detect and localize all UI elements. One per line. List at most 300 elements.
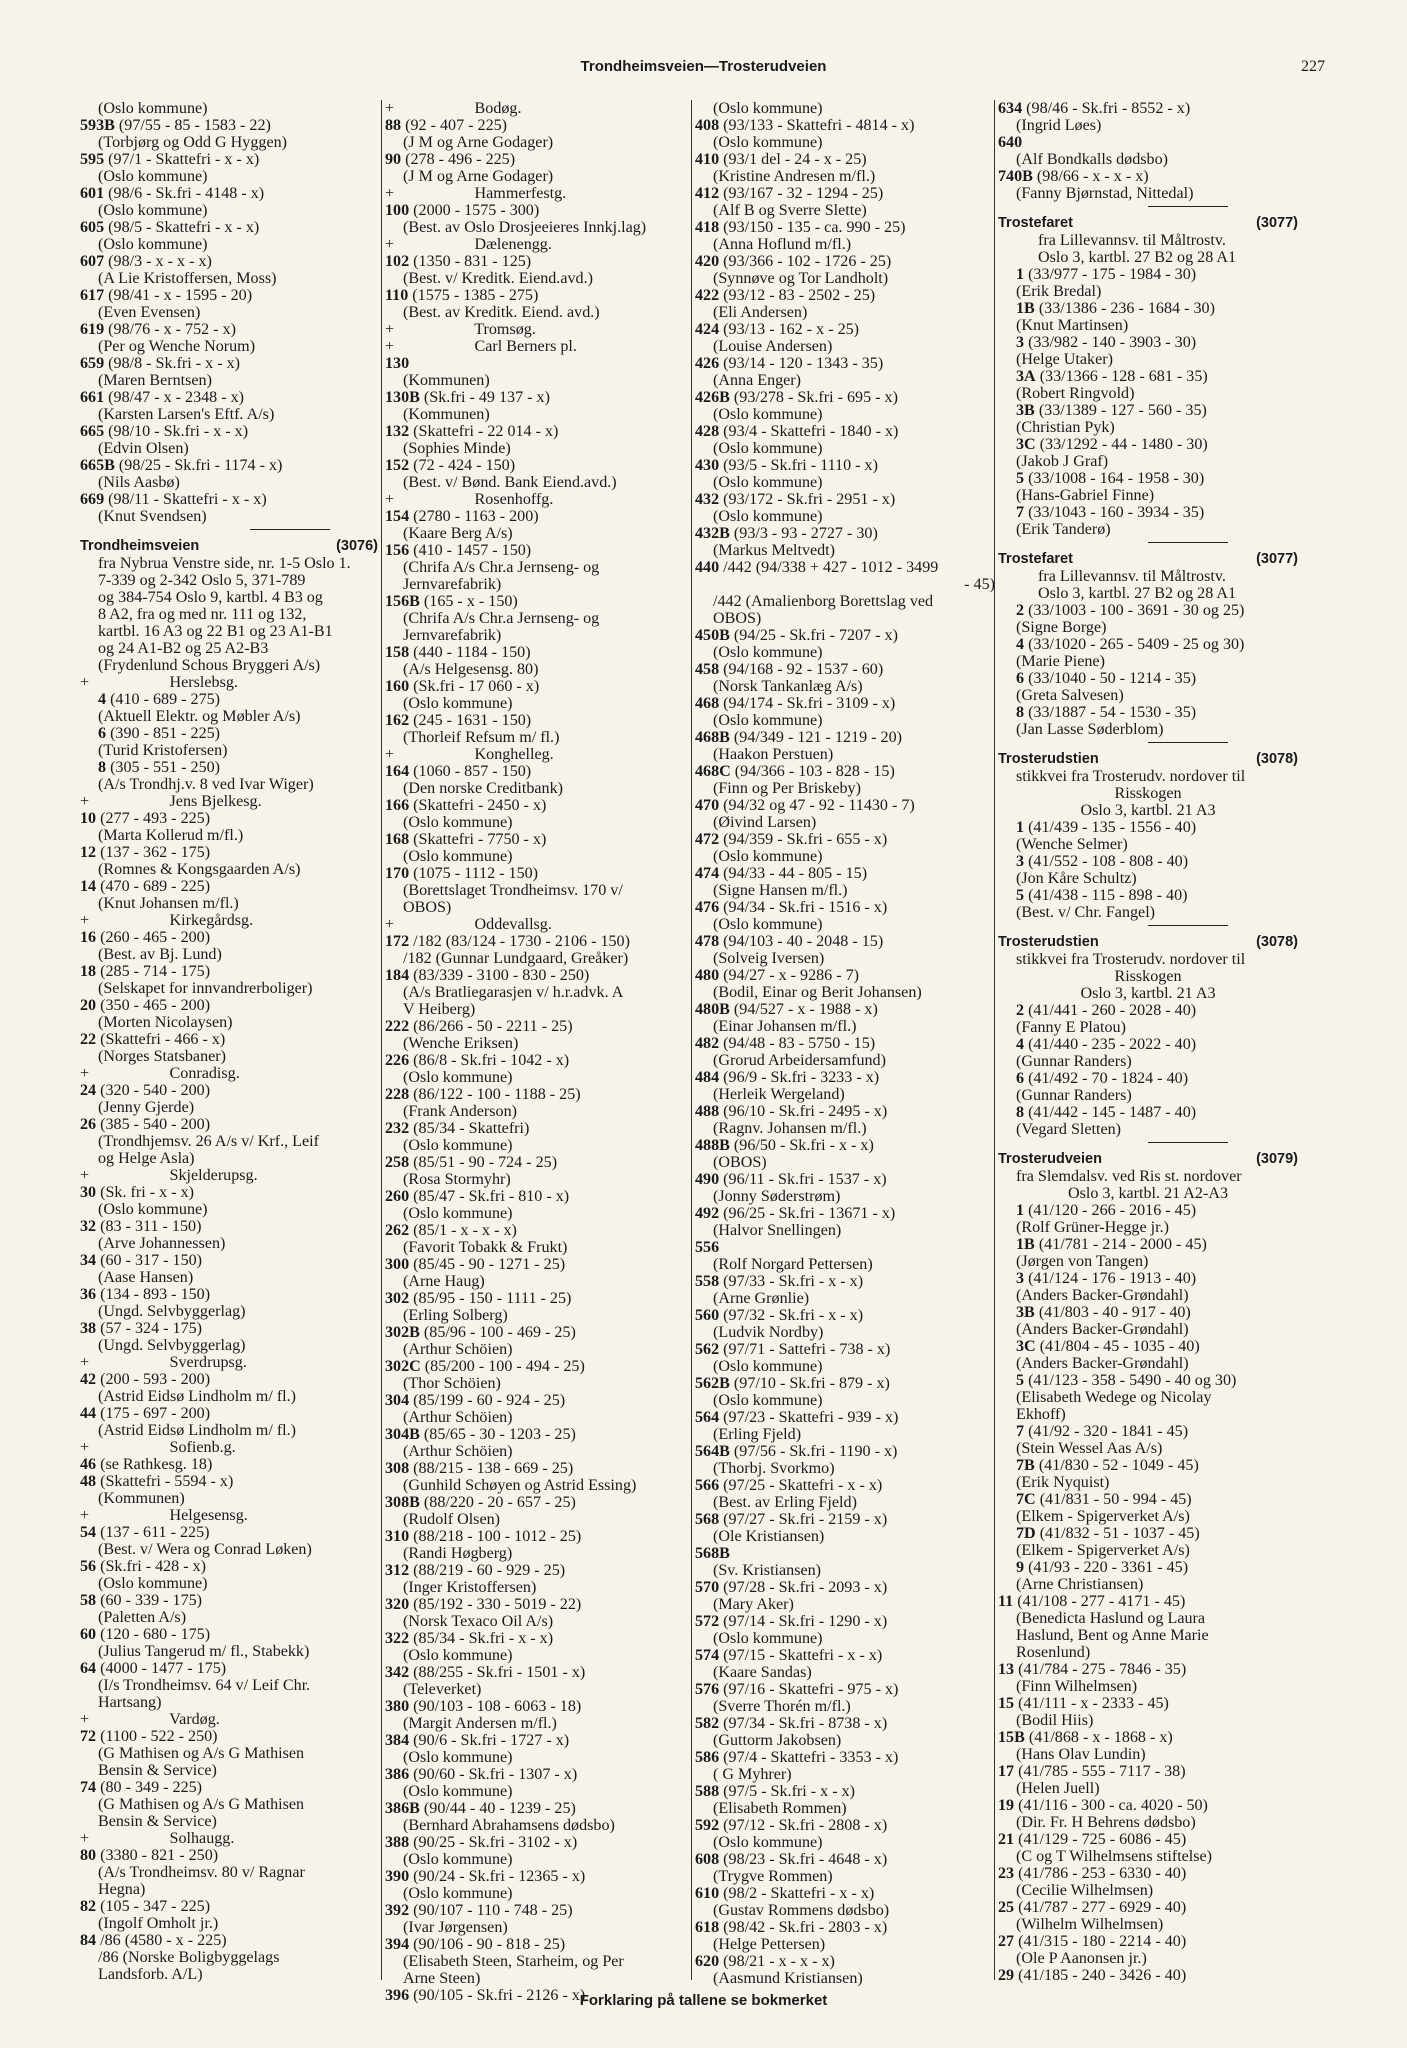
entry-text: + Dælenengg. bbox=[385, 236, 552, 253]
entry-detail bbox=[998, 185, 1298, 202]
entry-text: (Oslo kommune) bbox=[713, 508, 823, 525]
entry-detail bbox=[695, 576, 995, 593]
entry-detail bbox=[695, 372, 995, 389]
entry-text: (33/982 - 140 - 3903 - 30) bbox=[1024, 334, 1197, 351]
entry-text: (440 - 1184 - 150) bbox=[409, 644, 531, 661]
property-entry bbox=[695, 1001, 995, 1018]
property-entry bbox=[695, 967, 995, 984]
house-number: 132 bbox=[385, 423, 410, 440]
entry-text: (33/1887 - 54 - 1530 - 35) bbox=[1024, 704, 1197, 721]
entry-text: (Jonny Søderstrøm) bbox=[713, 1188, 841, 1205]
entry-text: (Kaare Berg A/s) bbox=[403, 525, 513, 542]
entry-detail bbox=[385, 1970, 692, 1987]
entry-text: (Oslo kommune) bbox=[713, 406, 823, 423]
entry-detail bbox=[998, 585, 1298, 602]
entry-text: (83 - 311 - 150) bbox=[96, 1218, 202, 1235]
entry-detail bbox=[998, 1474, 1298, 1491]
entry-text: (Best. av Oslo Drosjeeieres Innkj.lag) bbox=[403, 219, 647, 236]
entry-detail bbox=[695, 1698, 995, 1715]
entry-text: Hartsang) bbox=[98, 1694, 162, 1711]
house-number: 482 bbox=[695, 1035, 720, 1052]
property-entry bbox=[695, 831, 995, 848]
entry-detail bbox=[385, 321, 692, 338]
property-entry bbox=[80, 1847, 378, 1864]
entry-text: (88/219 - 60 - 929 - 25) bbox=[409, 1562, 566, 1579]
property-entry bbox=[385, 508, 692, 525]
entry-text: Oslo 3, kartbl. 21 A3 bbox=[1080, 802, 1216, 819]
entry-text: (41/108 - 277 - 4171 - 45) bbox=[1013, 1593, 1186, 1610]
house-number: 669 bbox=[80, 491, 105, 508]
section-divider bbox=[1148, 542, 1228, 543]
house-number: 156B bbox=[385, 593, 420, 610]
entry-text: (278 - 496 - 225) bbox=[401, 151, 516, 168]
property-entry bbox=[998, 1525, 1298, 1542]
property-entry bbox=[695, 1545, 995, 1562]
entry-detail bbox=[385, 525, 692, 542]
entry-detail bbox=[695, 1392, 995, 1409]
street-name: Trosterudstien bbox=[998, 934, 1099, 950]
house-number: 426B bbox=[695, 389, 730, 406]
entry-text: (93/4 - Skattefri - 1840 - x) bbox=[719, 423, 899, 440]
property-entry bbox=[695, 1885, 995, 1902]
column-1 bbox=[80, 100, 378, 1983]
entry-detail bbox=[695, 848, 995, 865]
entry-detail bbox=[998, 283, 1298, 300]
entry-text: (Favorit Tobakk & Frukt) bbox=[403, 1239, 568, 1256]
entry-text: (Edvin Olsen) bbox=[98, 440, 189, 457]
house-number: 390 bbox=[385, 1868, 410, 1885]
entry-detail bbox=[385, 1783, 692, 1800]
house-number: 172 bbox=[385, 933, 410, 950]
house-number: 90 bbox=[385, 151, 402, 168]
entry-text: (Jørgen von Tangen) bbox=[1016, 1253, 1149, 1270]
property-entry bbox=[998, 1423, 1298, 1440]
entry-text: (92 - 407 - 225) bbox=[401, 117, 508, 134]
entry-detail bbox=[385, 168, 692, 185]
entry-detail bbox=[80, 1269, 378, 1286]
entry-text: (41/440 - 235 - 2022 - 40) bbox=[1024, 1036, 1197, 1053]
house-number: 1B bbox=[1016, 300, 1035, 317]
entry-text: (97/10 - Sk.fri - 879 - x) bbox=[729, 1375, 890, 1392]
property-entry bbox=[998, 1661, 1298, 1678]
house-number: 566 bbox=[695, 1477, 720, 1494]
property-entry bbox=[695, 1783, 995, 1800]
property-entry bbox=[80, 1524, 378, 1541]
entry-detail bbox=[385, 1341, 692, 1358]
house-number: 474 bbox=[695, 865, 720, 882]
property-entry bbox=[998, 266, 1298, 283]
entry-text: (41/868 - x - 1868 - x) bbox=[1024, 1729, 1173, 1746]
entry-text: (33/1366 - 128 - 681 - 35) bbox=[1035, 368, 1208, 385]
house-number: 17 bbox=[998, 1763, 1015, 1780]
entry-text: (Rosa Stormyhr) bbox=[403, 1171, 511, 1188]
entry-text: og Helge Asla) bbox=[98, 1150, 195, 1167]
entry-detail bbox=[695, 1868, 995, 1885]
entry-text: (Ivar Jørgensen) bbox=[403, 1919, 508, 1936]
entry-text: (85/51 - 90 - 724 - 25) bbox=[409, 1154, 558, 1171]
entry-text: (Oslo kommune) bbox=[713, 1358, 823, 1375]
house-number: 605 bbox=[80, 219, 105, 236]
entry-text: (G Mathisen og A/s G Mathisen bbox=[98, 1745, 305, 1762]
house-number: 5 bbox=[1016, 887, 1025, 904]
entry-text: (Elisabeth Rommen) bbox=[713, 1800, 847, 1817]
entry-detail bbox=[80, 1711, 378, 1728]
property-entry bbox=[695, 1341, 995, 1358]
entry-detail bbox=[80, 202, 378, 219]
property-entry bbox=[385, 1766, 692, 1783]
house-number: 74 bbox=[80, 1779, 97, 1796]
entry-detail bbox=[80, 134, 378, 151]
street-name: Trostefaret bbox=[998, 551, 1073, 567]
entry-text: (85/45 - 90 - 1271 - 25) bbox=[409, 1256, 566, 1273]
entry-text: (Fanny E Platou) bbox=[1016, 1019, 1126, 1036]
entry-text: (41/785 - 555 - 7117 - 38) bbox=[1014, 1763, 1186, 1780]
house-number: 412 bbox=[695, 185, 720, 202]
entry-text: (Guttorm Jakobsen) bbox=[713, 1732, 842, 1749]
house-number: 162 bbox=[385, 712, 410, 729]
entry-text: (Per og Wenche Norum) bbox=[98, 338, 256, 355]
entry-text: (85/95 - 150 - 1111 - 25) bbox=[409, 1290, 572, 1307]
entry-text: (I/s Trondheimsv. 64 v/ Leif Chr. bbox=[98, 1677, 311, 1694]
entry-text: (Best. v/ Kreditk. Eiend.avd.) bbox=[403, 270, 593, 287]
entry-detail bbox=[80, 372, 378, 389]
entry-text: (60 - 339 - 175) bbox=[96, 1592, 203, 1609]
entry-text: (Chrifa A/s Chr.a Jernseng- og bbox=[403, 559, 600, 576]
entry-text: (93/3 - 93 - 2727 - 30) bbox=[729, 525, 878, 542]
entry-text: (Karsten Larsen's Eftf. A/s) bbox=[98, 406, 275, 423]
property-entry bbox=[385, 1052, 692, 1069]
house-number: 64 bbox=[80, 1660, 97, 1677]
entry-text: (85/1 - x - x - x) bbox=[409, 1222, 517, 1239]
house-number: 34 bbox=[80, 1252, 97, 1269]
entry-detail bbox=[695, 270, 995, 287]
entry-text: (Rudolf Olsen) bbox=[403, 1511, 500, 1528]
entry-detail bbox=[385, 100, 692, 117]
property-entry bbox=[695, 627, 995, 644]
entry-text: (90/44 - 40 - 1239 - 25) bbox=[419, 1800, 576, 1817]
entry-text: (Synnøve og Tor Landholt) bbox=[713, 270, 889, 287]
property-entry bbox=[695, 1647, 995, 1664]
entry-text: og 384-754 Oslo 9, kartbl. 4 B3 og bbox=[98, 589, 323, 606]
entry-text: (Wilhelm Wilhelmsen) bbox=[1016, 1916, 1164, 1933]
house-number: 610 bbox=[695, 1885, 720, 1902]
entry-detail bbox=[998, 785, 1298, 802]
entry-text: (Televerket) bbox=[403, 1681, 482, 1698]
entry-detail bbox=[385, 576, 692, 593]
entry-detail bbox=[385, 236, 692, 253]
entry-text: (Oslo kommune) bbox=[403, 695, 513, 712]
entry-text: (Gustav Rommens dødsbo) bbox=[713, 1902, 890, 1919]
entry-detail bbox=[80, 776, 378, 793]
house-number: 102 bbox=[385, 253, 410, 270]
entry-detail bbox=[695, 1426, 995, 1443]
entry-text: (A/s Trondhj.v. 8 ved Ivar Wiger) bbox=[98, 776, 314, 793]
house-number: 7C bbox=[1016, 1491, 1036, 1508]
entry-text: (Rolf Grüner-Hegge jr.) bbox=[1016, 1219, 1169, 1236]
entry-text: (Gunhild Schøyen og Astrid Essing) bbox=[403, 1477, 637, 1494]
entry-detail bbox=[998, 1253, 1298, 1270]
property-entry bbox=[998, 1304, 1298, 1321]
entry-detail bbox=[80, 1439, 378, 1456]
property-entry bbox=[695, 1919, 995, 1936]
entry-detail bbox=[695, 1664, 995, 1681]
property-entry bbox=[998, 1104, 1298, 1121]
property-entry bbox=[80, 117, 378, 134]
entry-detail bbox=[998, 1882, 1298, 1899]
entry-text: + Skjelderupsg. bbox=[80, 1167, 258, 1184]
entry-text: (94/103 - 40 - 2048 - 15) bbox=[719, 933, 884, 950]
house-number: 258 bbox=[385, 1154, 410, 1171]
street-name: Trosterudveien bbox=[998, 1151, 1102, 1167]
entry-text: (se Rathkesg. 18) bbox=[96, 1456, 213, 1473]
entry-text: (Sk.fri - 428 - x) bbox=[96, 1558, 207, 1575]
entry-detail bbox=[385, 1953, 692, 1970]
house-number: 480B bbox=[695, 1001, 730, 1018]
entry-text: (97/56 - Sk.fri - 1190 - x) bbox=[729, 1443, 898, 1460]
entry-text: (94/366 - 103 - 828 - 15) bbox=[730, 763, 895, 780]
property-entry bbox=[385, 253, 692, 270]
property-entry bbox=[998, 1933, 1298, 1950]
entry-text: (Arve Johannessen) bbox=[98, 1235, 226, 1252]
entry-detail bbox=[695, 1324, 995, 1341]
house-number: 665 bbox=[80, 423, 105, 440]
entry-text: (Elkem - Spigerverket A/s) bbox=[1016, 1508, 1190, 1525]
property-entry bbox=[385, 1154, 692, 1171]
entry-detail bbox=[998, 1508, 1298, 1525]
entry-text: (Frydenlund Schous Bryggeri A/s) bbox=[98, 657, 321, 674]
street-code: (3077) bbox=[1256, 215, 1298, 231]
house-number: 16 bbox=[80, 929, 97, 946]
house-number: 480 bbox=[695, 967, 720, 984]
house-number: 30 bbox=[80, 1184, 97, 1201]
entry-text: (Oslo kommune) bbox=[403, 1749, 513, 1766]
property-entry bbox=[385, 1732, 692, 1749]
property-entry bbox=[80, 457, 378, 474]
entry-detail bbox=[385, 661, 692, 678]
entry-detail bbox=[998, 317, 1298, 334]
entry-text: (Sk.fri - 49 137 - x) bbox=[419, 389, 550, 406]
house-number: 25 bbox=[998, 1899, 1015, 1916]
entry-text: (105 - 347 - 225) bbox=[96, 1898, 211, 1915]
entry-detail bbox=[385, 270, 692, 287]
house-number: 592 bbox=[695, 1817, 720, 1834]
entry-detail bbox=[385, 610, 692, 627]
entry-text: (Knut Svendsen) bbox=[98, 508, 207, 525]
entry-text: (41/781 - 214 - 2000 - 45) bbox=[1034, 1236, 1207, 1253]
entry-detail bbox=[998, 1287, 1298, 1304]
entry-detail bbox=[385, 1749, 692, 1766]
property-entry bbox=[695, 1137, 995, 1154]
entry-text: (41/124 - 176 - 1913 - 40) bbox=[1024, 1270, 1197, 1287]
entry-text: (Best. av Kreditk. Eiend. avd.) bbox=[403, 304, 600, 321]
entry-text: (41/786 - 253 - 6330 - 40) bbox=[1014, 1865, 1187, 1882]
entry-detail bbox=[695, 1494, 995, 1511]
entry-detail bbox=[695, 610, 995, 627]
property-entry bbox=[998, 1729, 1298, 1746]
house-number: 468 bbox=[695, 695, 720, 712]
entry-text: (Skattefri - 7750 - x) bbox=[409, 831, 547, 848]
entry-detail bbox=[998, 1389, 1298, 1406]
entry-text: Ekhoff) bbox=[1016, 1406, 1066, 1423]
entry-text: (Marta Kollerud m/fl.) bbox=[98, 827, 244, 844]
entry-text: (260 - 465 - 200) bbox=[96, 929, 211, 946]
house-number: 408 bbox=[695, 117, 720, 134]
property-entry bbox=[695, 1715, 995, 1732]
entry-text: (Oslo kommune) bbox=[713, 134, 823, 151]
property-entry bbox=[80, 725, 378, 742]
entry-text: (33/1040 - 50 - 1214 - 35) bbox=[1024, 670, 1197, 687]
entry-text: (97/1 - Skattefri - x - x) bbox=[104, 151, 260, 168]
street-heading bbox=[998, 551, 1298, 568]
entry-text: Landsforb. A/L) bbox=[98, 1966, 203, 1983]
entry-text: (98/2 - Skattefri - x - x) bbox=[719, 1885, 875, 1902]
property-entry bbox=[695, 525, 995, 542]
property-entry bbox=[695, 219, 995, 236]
street-code: (3077) bbox=[1256, 551, 1298, 567]
house-number: 4 bbox=[1016, 1036, 1025, 1053]
entry-text: (98/41 - x - 1595 - 20) bbox=[104, 287, 253, 304]
property-entry bbox=[385, 1562, 692, 1579]
entry-text: (Skattefri - 2450 - x) bbox=[409, 797, 547, 814]
entry-detail bbox=[385, 1205, 692, 1222]
entry-text: (Sk. fri - x - x) bbox=[96, 1184, 194, 1201]
entry-detail bbox=[695, 950, 995, 967]
entry-text: (41/116 - 300 - ca. 4020 - 50) bbox=[1014, 1797, 1208, 1814]
entry-text: (Oslo kommune) bbox=[403, 1205, 513, 1222]
entry-text: (Best. v/ Bønd. Bank Eiend.avd.) bbox=[403, 474, 617, 491]
entry-text: (Maren Berntsen) bbox=[98, 372, 212, 389]
entry-text: (93/172 - Sk.fri - 2951 - x) bbox=[719, 491, 896, 508]
house-number: 488B bbox=[695, 1137, 730, 1154]
entry-text: (33/1003 - 100 - 3691 - 30 og 25) bbox=[1024, 602, 1245, 619]
entry-text: (Marie Piene) bbox=[1016, 653, 1105, 670]
entry-detail bbox=[80, 861, 378, 878]
property-entry bbox=[385, 1902, 692, 1919]
entry-text: (Bodil Hiis) bbox=[1016, 1712, 1094, 1729]
house-number: 6 bbox=[98, 725, 107, 742]
property-entry bbox=[695, 1953, 995, 1970]
entry-text: /442 (Amalienborg Borettslag ved bbox=[713, 593, 934, 610]
entry-detail bbox=[695, 1970, 995, 1987]
entry-text: (98/3 - x - x - x) bbox=[104, 253, 212, 270]
entry-text: (41/831 - 50 - 994 - 45) bbox=[1035, 1491, 1192, 1508]
street-code: (3076) bbox=[336, 538, 378, 554]
property-entry bbox=[695, 865, 995, 882]
entry-text: (86/266 - 50 - 2211 - 25) bbox=[409, 1018, 573, 1035]
entry-text: (93/150 - 135 - ca. 990 - 25) bbox=[719, 219, 906, 236]
house-number: 168 bbox=[385, 831, 410, 848]
entry-text: (Ole P Aanonsen jr.) bbox=[1016, 1950, 1147, 1967]
entry-detail bbox=[998, 1746, 1298, 1763]
entry-detail bbox=[80, 1490, 378, 1507]
entry-text: (Oslo kommune) bbox=[403, 1137, 513, 1154]
entry-text: (97/25 - Skattefri - x - x) bbox=[719, 1477, 883, 1494]
entry-text: (Jakob J Graf) bbox=[1016, 453, 1109, 470]
entry-text: (96/11 - Sk.fri - 1537 - x) bbox=[719, 1171, 887, 1188]
entry-text: (90/107 - 110 - 748 - 25) bbox=[409, 1902, 573, 1919]
property-entry bbox=[998, 1338, 1298, 1355]
entry-detail bbox=[385, 1919, 692, 1936]
entry-detail bbox=[385, 1715, 692, 1732]
entry-text: + Hammerfestg. bbox=[385, 185, 567, 202]
entry-text: (Best. v/ Chr. Fangel) bbox=[1016, 904, 1156, 921]
entry-detail bbox=[998, 1780, 1298, 1797]
entry-text: (41/803 - 40 - 917 - 40) bbox=[1034, 1304, 1191, 1321]
property-entry bbox=[998, 1763, 1298, 1780]
entry-text: (93/278 - Sk.fri - 695 - x) bbox=[729, 389, 898, 406]
entry-detail bbox=[695, 712, 995, 729]
entry-text: (120 - 680 - 175) bbox=[96, 1626, 211, 1643]
entry-text: (Torbjørg og Odd G Hyggen) bbox=[98, 134, 287, 151]
house-number: 222 bbox=[385, 1018, 410, 1035]
property-entry bbox=[695, 1817, 995, 1834]
house-number: 4 bbox=[1016, 636, 1025, 653]
entry-text: (Helen Juell) bbox=[1016, 1780, 1100, 1797]
entry-text: (Anders Backer-Grøndahl) bbox=[1016, 1355, 1189, 1372]
entry-text: (93/14 - 120 - 1343 - 35) bbox=[719, 355, 884, 372]
house-number: 300 bbox=[385, 1256, 410, 1273]
entry-text: (Ungd. Selvbyggerlag) bbox=[98, 1303, 246, 1320]
entry-detail bbox=[385, 882, 692, 899]
house-number: 312 bbox=[385, 1562, 410, 1579]
entry-detail bbox=[695, 814, 995, 831]
property-entry bbox=[385, 797, 692, 814]
entry-text: (33/977 - 175 - 1984 - 30) bbox=[1024, 266, 1197, 283]
entry-detail bbox=[385, 984, 692, 1001]
property-entry bbox=[80, 219, 378, 236]
entry-text: (Oslo kommune) bbox=[98, 236, 208, 253]
entry-text: (Oslo kommune) bbox=[713, 848, 823, 865]
entry-detail bbox=[998, 385, 1298, 402]
entry-detail bbox=[385, 1273, 692, 1290]
entry-text: (Astrid Eidsø Lindholm m/ fl.) bbox=[98, 1422, 297, 1439]
entry-text: (98/66 - x - x - x) bbox=[1032, 168, 1149, 185]
property-entry bbox=[695, 899, 995, 916]
property-entry bbox=[80, 423, 378, 440]
house-number: 3 bbox=[1016, 853, 1025, 870]
property-entry bbox=[695, 117, 995, 134]
entry-detail bbox=[998, 1087, 1298, 1104]
entry-detail bbox=[695, 1800, 995, 1817]
entry-text: (1350 - 831 - 125) bbox=[409, 253, 532, 270]
page-header: Trondheimsveien—Trosterudveien bbox=[580, 58, 827, 75]
entry-text: (Thor Schöien) bbox=[403, 1375, 501, 1392]
entry-text: Oslo 3, kartbl. 27 B2 og 28 A1 bbox=[1038, 249, 1237, 266]
property-entry bbox=[80, 1371, 378, 1388]
property-entry bbox=[695, 1307, 995, 1324]
house-number: 82 bbox=[80, 1898, 97, 1915]
entry-detail bbox=[80, 1235, 378, 1252]
house-number: 302B bbox=[385, 1324, 420, 1341]
property-entry bbox=[695, 797, 995, 814]
street-code: (3079) bbox=[1256, 1151, 1298, 1167]
entry-text: (90/60 - Sk.fri - 1307 - x) bbox=[409, 1766, 578, 1783]
entry-text: (Ungd. Selvbyggerlag) bbox=[98, 1337, 246, 1354]
entry-detail bbox=[385, 372, 692, 389]
property-entry bbox=[998, 1457, 1298, 1474]
street-heading bbox=[998, 934, 1298, 951]
property-entry bbox=[385, 1698, 692, 1715]
entry-detail bbox=[998, 1321, 1298, 1338]
entry-text: (305 - 551 - 250) bbox=[106, 759, 221, 776]
entry-text: kartbl. 16 A3 og 22 B1 og 23 A1-B1 bbox=[98, 623, 333, 640]
house-number: 601 bbox=[80, 185, 105, 202]
property-entry bbox=[998, 670, 1298, 687]
property-entry bbox=[80, 1558, 378, 1575]
entry-detail bbox=[80, 674, 378, 691]
entry-text: (85/65 - 30 - 1203 - 25) bbox=[419, 1426, 576, 1443]
house-number: 46 bbox=[80, 1456, 97, 1473]
